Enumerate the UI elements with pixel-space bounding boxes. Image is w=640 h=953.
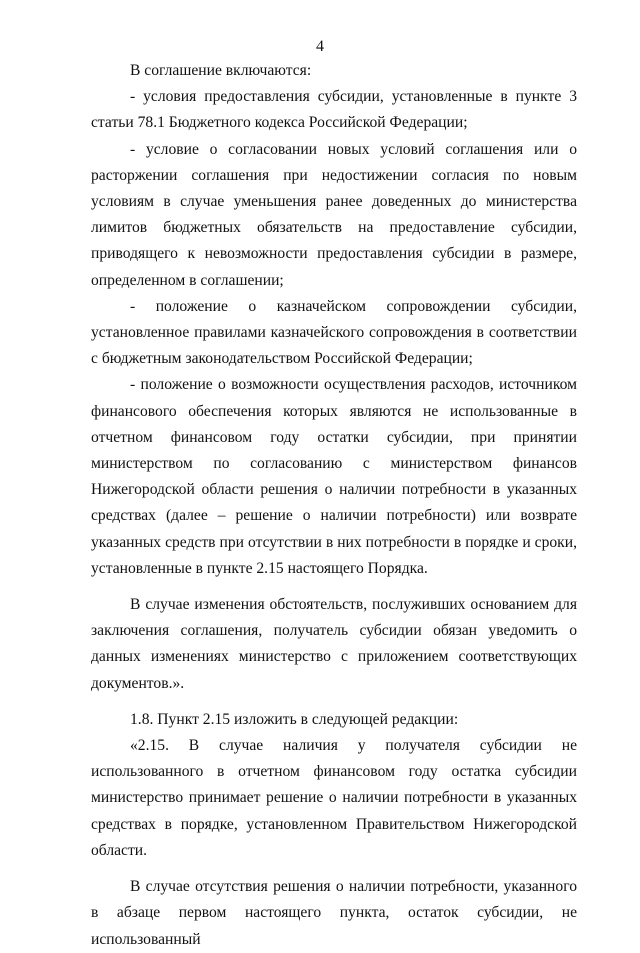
paragraph-treasury-support: - положение о казначейском сопровождении субсидии, установленное правилами казначейского сопровождения в соответствии с бюджетным законодательством Российской Федерации; [91, 297, 577, 368]
document-body [91, 58, 577, 953]
page-number: 4 [316, 38, 324, 55]
paragraph-clause-1-8: 1.8. Пункт 2.15 изложить в следующей редакции: [130, 710, 459, 728]
paragraph-clause-2-15: «2.15. В случае наличия у получателя субсидии не использованного в отчетном финансовом году остатка субсидии министерство принимает решение о наличии потребности в указанных средствах в порядке, установленном Правительством Нижегородской области. [91, 737, 577, 859]
paragraph-no-decision: В случае отсутствия решения о наличии потребности, указанного в абзаце первом настоящего пункта, остаток субсидии, не использованный [91, 878, 577, 948]
paragraph-agreement-termination: - условие о согласовании новых условий соглашения или о расторжении соглашения при недостижении согласия по новым условиям в случае уменьшения ранее доведенных до министерства лимитов бюджетных обязательств на предоставление субсидии, приводящего к невозможности предоставления субсидии в размере, определенном в соглашении; [91, 140, 577, 289]
paragraph-unused-balances: - положение о возможности осуществления расходов, источником финансового обеспечения которых являются не использованные в отчетном финансовом году остатки субсидии, при принятии министерством по согласованию с министерством финансов Нижегородской области решения о наличии потребности в указанных средствах (далее – решение о наличии потребности) или возврате указанных средств при отсутствии в них потребности в порядке и сроки, установленные в пункте 2.15 настоящего Порядка. [91, 376, 577, 577]
paragraph-agreement-includes: В соглашение включаются: [130, 62, 312, 79]
paragraph-circumstance-change: В случае изменения обстоятельств, послуживших основанием для заключения соглашения, получатель субсидии обязан уведомить о данных изменениях министерство с приложением соответствующих документов.». [91, 596, 577, 692]
paragraph-subsidy-conditions: - условия предоставления субсидии, установленные в пункте 3 статьи 78.1 Бюджетного кодекса Российской Федерации; [91, 88, 577, 132]
